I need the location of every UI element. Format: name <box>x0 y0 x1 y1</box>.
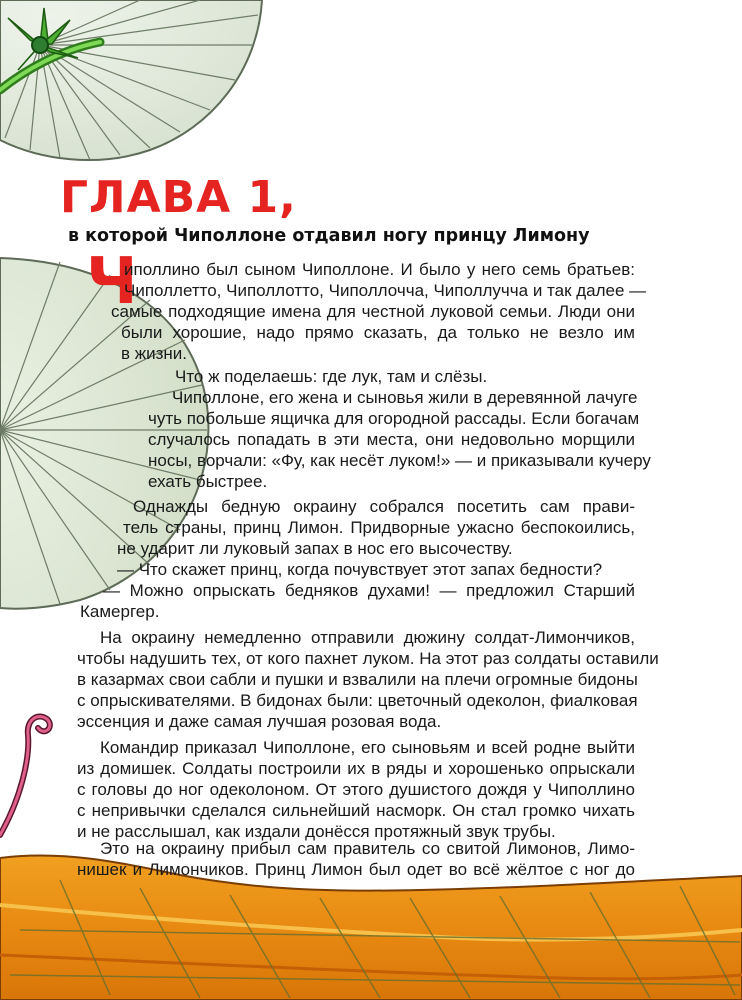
text-line: нишек и Лимончиков. Принц Лимон был одет во всё жёлтое с ног до <box>77 860 635 879</box>
onion-slice-top <box>0 0 262 160</box>
text-line: ехать быстрее. <box>148 472 268 491</box>
text-line: иполлино был сыном Чиполлоне. И было у него семь братьев: <box>124 260 635 279</box>
text-line: случалось попадать в эти места, они недовольно морщили <box>148 430 635 449</box>
text-line: Это на окраину прибыл сам правитель со свитой Лимонов, Лимо- <box>100 839 635 858</box>
text-line: из домишек. Солдаты построили их в ряды и хорошенько опрыскали <box>77 759 635 778</box>
drop-cap: Ч <box>86 245 138 319</box>
text-line: На окраину немедленно отправили дюжину солдат-Лимончиков, <box>100 628 635 647</box>
text-line: были хорошие, надо прямо сказать, да только не везло им <box>121 323 635 342</box>
text-line: Командир приказал Чиполлоне, его сыновьям и всей родне выйти <box>100 738 635 757</box>
text-line: Чиполлетто, Чиполлотто, Чиполлочча, Чиполлучча и так далее — <box>124 281 647 300</box>
text-line: Что ж поделаешь: где лук, там и слёзы. <box>175 367 488 386</box>
text-line: с головы до ног одеколоном. От этого душистого дождя у Чиполлино <box>77 780 635 799</box>
chapter-title: ГЛАВА 1, <box>60 172 297 223</box>
text-line: с непривычки сделался сильнейший насморк. Он стал громко чихать <box>77 801 635 820</box>
text-line: Чиполлоне, его жена и сыновья жили в деревянной лачуге <box>172 388 638 407</box>
text-line: Камергер. <box>80 602 160 621</box>
text-line: эссенция и даже самая лучшая розовая вода. <box>77 712 442 731</box>
text-line: чтобы надушить тех, от кого пахнет луком. На этот раз солдаты оставили <box>77 649 659 668</box>
text-line: чуть побольше ящичка для огородной рассады. Если богачам <box>148 409 640 428</box>
text-line: тель страны, принц Лимон. Придворные ужасно беспокоились, <box>123 518 635 537</box>
text-line: в казармах свои сабли и пушки и взвалили на плечи огромные бидоны <box>77 670 638 689</box>
text-line: не ударит ли луковый запах в нос его высочеству. <box>117 539 513 558</box>
chapter-subtitle: в которой Чиполлоне отдавил ногу принцу Лимону <box>68 226 590 246</box>
text-line: самые подходящие имена для честной луковой семьи. Люди они <box>111 302 635 321</box>
text-line: с опрыскивателями. В бидонах были: цветочный одеколон, фиалковая <box>77 691 638 710</box>
text-line: — Можно опрыскать бедняков духами! — предложил Старший <box>103 581 635 600</box>
text-line: и не расслышал, как издали донёсся протяжный звук трубы. <box>77 822 556 841</box>
text-line: в жизни. <box>121 344 188 363</box>
text-line: носы, ворчали: «Фу, как несёт луком!» — и приказывали кучеру <box>148 451 651 470</box>
text-line: — Что скажет принц, когда почувствует этот запах бедности? <box>117 560 603 579</box>
text-line: Однажды бедную окраину собрался посетить сам прави- <box>133 497 635 516</box>
